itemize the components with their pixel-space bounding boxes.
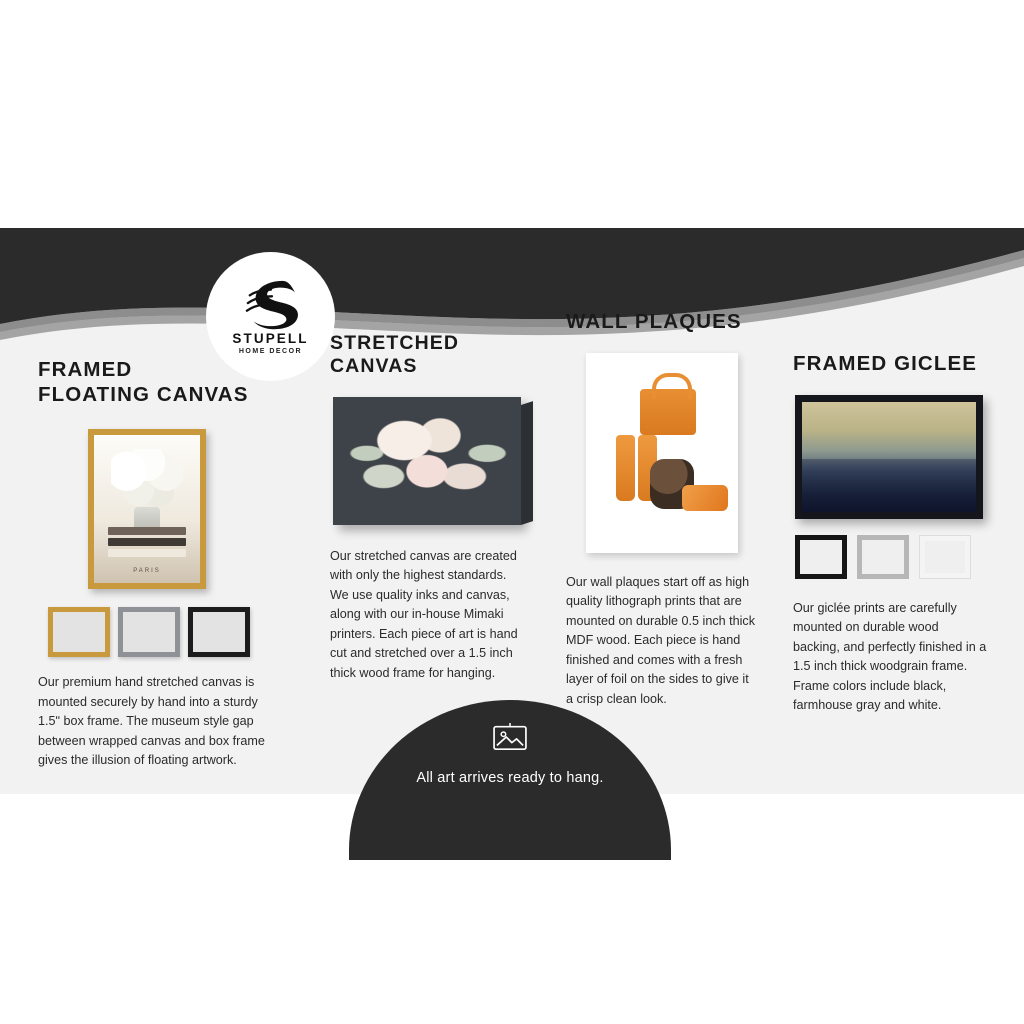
artwork-caption: PARIS — [133, 568, 161, 575]
product-image-framed-giclee — [795, 395, 983, 519]
swatch-gold — [48, 607, 110, 657]
boot-left-shape — [616, 435, 635, 501]
section-title-line1: FRAMED GICLEE — [793, 352, 977, 375]
swatch-black — [795, 535, 847, 579]
giclee-frame-swatches — [795, 535, 993, 579]
picture-frame-icon — [491, 722, 529, 752]
section-title — [566, 310, 766, 335]
swatch-white — [919, 535, 971, 579]
product-image-framed-floating-canvas — [88, 429, 206, 589]
handbag-shape — [640, 389, 696, 435]
brand-name: STUPELL — [232, 330, 309, 346]
section-title-line2: CANVAS — [330, 355, 418, 378]
section-wall-plaques — [566, 310, 766, 709]
artwork-floral-books — [94, 435, 200, 583]
artwork-abstract-landscape — [802, 402, 976, 512]
section-title-line1: WALL PLAQUES — [566, 310, 742, 333]
brand-logo — [206, 252, 335, 381]
bouquet-shape — [111, 449, 183, 511]
section-title — [793, 352, 993, 377]
section-title — [330, 332, 530, 379]
section-title-line1: STRETCHED — [330, 332, 460, 354]
ready-to-hang-banner — [349, 700, 671, 860]
swatch-farmhouse-gray — [857, 535, 909, 579]
section-framed-floating-canvas — [38, 358, 278, 771]
section-description: Our wall plaques start off as high quality lithograph prints that are mounted on durable 0.5 inch thick MDF wood. Each piece is hand finished and comes with a fresh layer of foil on the sides to give it a crisp clean look. — [566, 574, 756, 706]
section-stretched-canvas — [330, 332, 530, 683]
product-image-wall-plaque — [586, 353, 738, 553]
books-stack — [108, 527, 186, 561]
brand-tagline: HOME DECOR — [238, 348, 303, 356]
section-description: Our stretched canvas are created with only the highest standards. We use quality inks and canvas, along with our in-house Mimaki printers. Each piece of art is hand cut and stretched over a 1.5 inch thick wood frame for hanging. — [330, 548, 518, 680]
scarf-shape — [682, 485, 728, 511]
product-image-stretched-canvas — [333, 397, 521, 525]
section-title-line1: FRAMED — [38, 358, 133, 381]
section-title-line2: FLOATING CANVAS — [38, 382, 249, 406]
section-framed-giclee — [793, 352, 993, 716]
frame-color-swatches — [48, 607, 278, 657]
swatch-black — [188, 607, 250, 657]
artwork-white-roses — [333, 397, 521, 525]
banner-text: All art arrives ready to hang. — [416, 770, 604, 786]
swatch-gray — [118, 607, 180, 657]
swan-logo-icon — [242, 278, 300, 330]
wave-decoration — [0, 228, 1024, 348]
section-description: Our giclée prints are carefully mounted on durable wood backing, and perfectly finished in a 1.5 inch thick woodgrain frame. Frame colors include black, farmhouse gray and white. — [793, 600, 987, 713]
section-description: Our premium hand stretched canvas is mounted securely by hand into a sturdy 1.5ʺ box frame. The museum style gap between wrapped canvas and box frame gives the illusion of floating artwork. — [38, 675, 265, 768]
